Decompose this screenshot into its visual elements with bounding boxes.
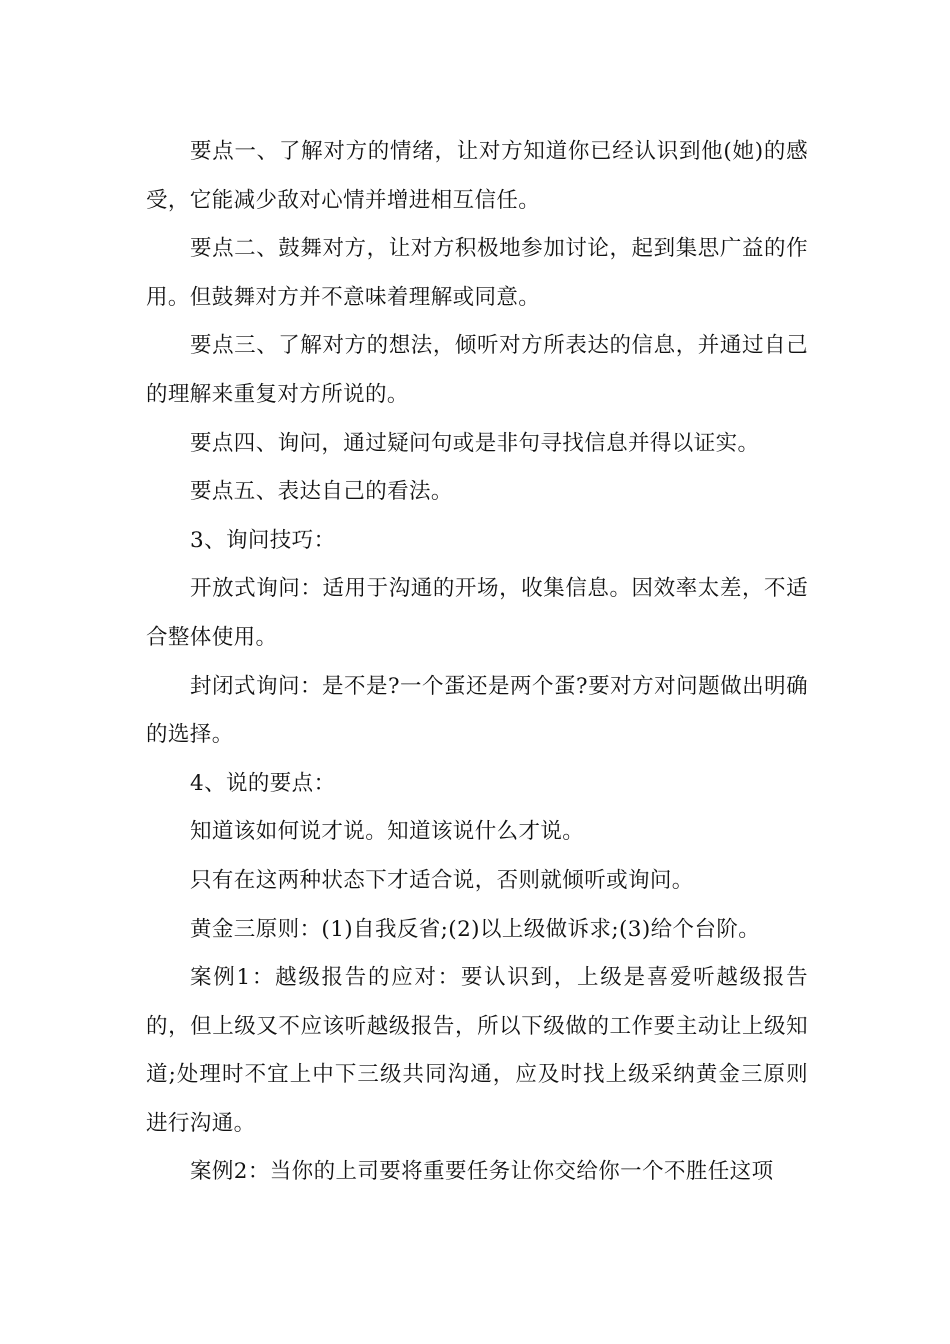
section-heading-speaking: 4、说的要点： — [190, 770, 336, 796]
paragraph-open-question: 开放式询问：适用于沟通的开场，收集信息。因效率太差，不适合整体使用。 — [146, 576, 808, 650]
paragraph-point-three: 要点三、了解对方的想法，倾听对方所表达的信息，并通过自己的理解来重复对方所说的。 — [146, 333, 808, 407]
paragraph-only-speak: 只有在这两种状态下才适合说，否则就倾听或询问。 — [190, 867, 694, 893]
paragraph-point-one: 要点一、了解对方的情绪，让对方知道你已经认识到他(她)的感受，它能减少敌对心情并增进相互信任。 — [146, 139, 808, 213]
section-heading-questioning: 3、询问技巧： — [190, 527, 336, 553]
paragraph-case-two: 案例2：当你的上司要将重要任务让你交给你一个不胜任这项 — [190, 1159, 774, 1185]
paragraph-when-to-speak: 知道该如何说才说。知道该说什么才说。 — [190, 819, 585, 845]
document-body — [146, 128, 808, 1197]
paragraph-golden-rules: 黄金三原则：(1)自我反省;(2)以上级做诉求;(3)给个台阶。 — [190, 916, 761, 942]
paragraph-point-two: 要点二、鼓舞对方，让对方积极地参加讨论，起到集思广益的作用。但鼓舞对方并不意味着理解或同意。 — [146, 236, 808, 310]
paragraph-closed-question: 封闭式询问：是不是?一个蛋还是两个蛋?要对方对问题做出明确的选择。 — [146, 673, 808, 748]
paragraph-case-one: 案例1：越级报告的应对：要认识到，上级是喜爱听越级报告的，但上级又不应该听越级报告，所以下级做的工作要主动让上级知道;处理时不宜上中下三级共同沟通，应及时找上级采纳黄金三原则进行沟通。 — [146, 965, 808, 1136]
paragraph-point-five: 要点五、表达自己的看法。 — [190, 479, 453, 505]
paragraph-point-four: 要点四、询问，通过疑问句或是非句寻找信息并得以证实。 — [190, 430, 760, 456]
